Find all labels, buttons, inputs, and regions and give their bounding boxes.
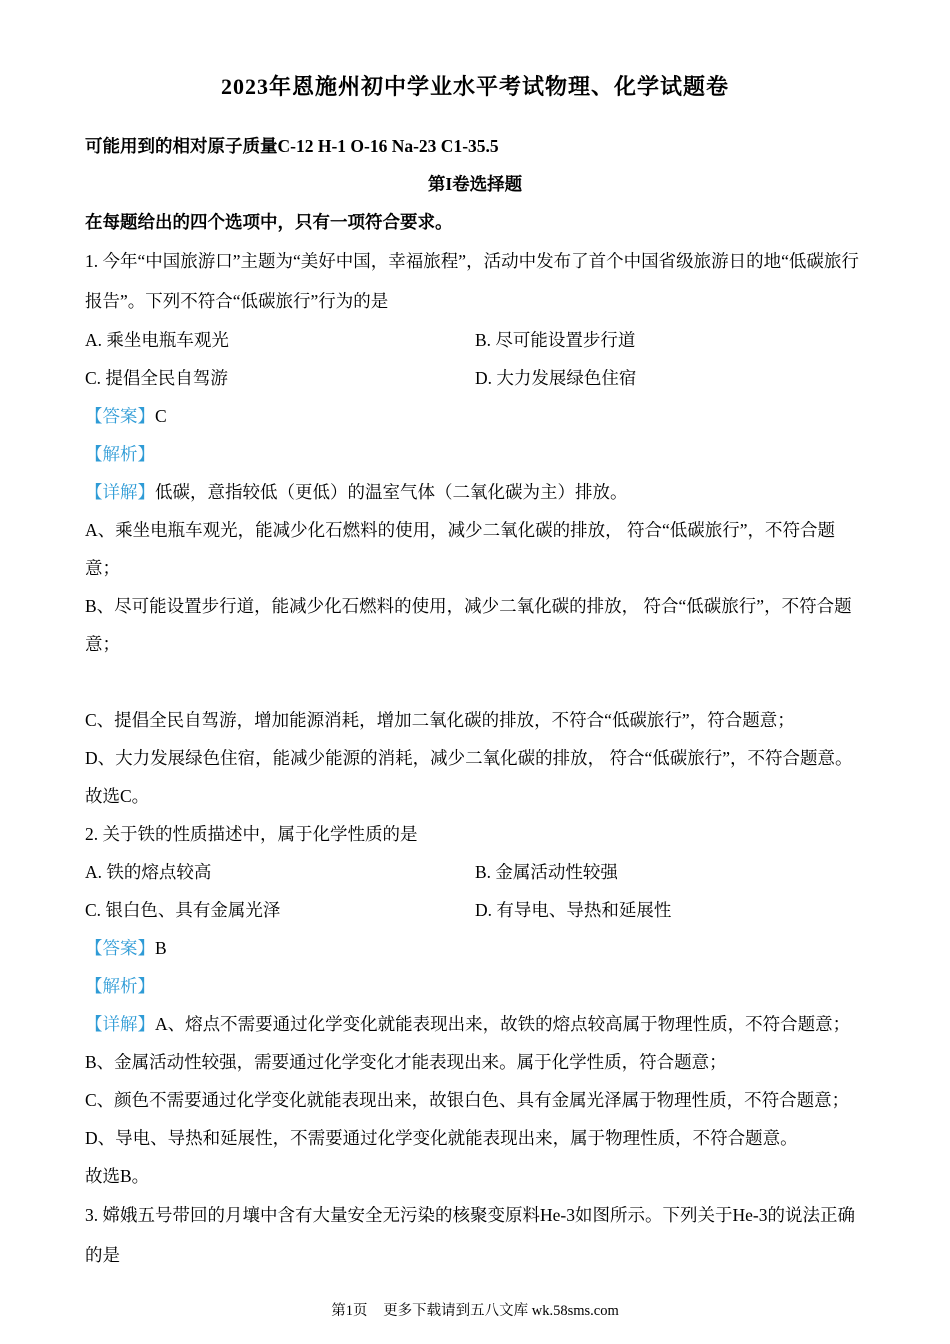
q1-detail-a: A、乘坐电瓶车观光，能减少化石燃料的使用，减少二氧化碳的排放， 符合“低碳旅行”，不符合题意； — [85, 520, 836, 578]
footer-download-note: 更多下载请到五八文库 wk.58sms.com — [383, 1303, 619, 1319]
q2-detail-c: C、颜色不需要通过化学变化就能表现出来，故银白色、具有金属光泽属于物理性质，不符合题意； — [85, 1090, 850, 1110]
footer-page-number: 第1页 — [331, 1303, 368, 1319]
q2-detail-a: A、熔点不需要通过化学变化就能表现出来，故铁的熔点较高属于物理性质，不符合题意； — [155, 1014, 851, 1034]
q2-detail-b: B、金属活动性较强，需要通过化学变化才能表现出来。属于化学性质，符合题意； — [85, 1052, 727, 1072]
q1-option-b: B. 尽可能设置步行道 — [475, 330, 636, 350]
q1-option-c: C. 提倡全民自驾游 — [85, 368, 228, 388]
section-heading: 第I卷选择题 — [427, 174, 523, 194]
q1-answer-line — [85, 397, 865, 435]
analysis-label: 【解析】 — [85, 976, 155, 996]
q3-stem: 3. 嫦娥五号带回的月壤中含有大量安全无污染的核聚变原料He-3如图所示。下列关于He-3的说法正确的是 — [85, 1205, 855, 1265]
q1-detail-b: B、尽可能设置步行道，能减少化石燃料的使用，减少二氧化碳的排放， 符合“低碳旅行”，不符合题意； — [85, 596, 852, 654]
q2-options-row-2 — [85, 891, 865, 929]
q2-answer-value: B — [155, 938, 167, 958]
q2-options-row-1 — [85, 853, 865, 891]
detail-label: 【详解】 — [85, 1014, 155, 1034]
q1-analysis-line — [85, 435, 865, 473]
answer-label: 【答案】 — [85, 938, 155, 958]
instruction-line: 在每题给出的四个选项中，只有一项符合要求。 — [85, 212, 453, 232]
q2-answer-line — [85, 929, 865, 967]
atomic-mass-line: 可能用到的相对原子质量C-12 H-1 O-16 Na-23 C1-35.5 — [85, 136, 499, 156]
q1-option-a: A. 乘坐电瓶车观光 — [85, 330, 229, 350]
q2-conclusion: 故选B。 — [85, 1166, 150, 1186]
q2-analysis-line — [85, 967, 865, 1005]
q2-option-d: D. 有导电、导热和延展性 — [475, 900, 672, 920]
q2-option-b: B. 金属活动性较强 — [475, 862, 618, 882]
q1-option-d: D. 大力发展绿色住宿 — [475, 368, 637, 388]
q1-stem: 1. 今年“中国旅游口”主题为“美好中国，幸福旅程”，活动中发布了首个中国省级旅游日的地“低碳旅行报告”。下列不符合“低碳旅行”行为的是 — [85, 251, 859, 311]
answer-label: 【答案】 — [85, 406, 155, 426]
q2-detail-d: D、导电、导热和延展性，不需要通过化学变化就能表现出来，属于物理性质，不符合题意。 — [85, 1128, 798, 1148]
q1-detail-c: C、提倡全民自驾游，增加能源消耗，增加二氧化碳的排放，不符合“低碳旅行”，符合题意； — [85, 710, 795, 730]
q2-option-c: C. 银白色、具有金属光泽 — [85, 900, 281, 920]
q1-detail-intro-line — [85, 473, 865, 511]
analysis-label: 【解析】 — [85, 444, 155, 464]
page-footer — [85, 1299, 865, 1320]
q1-options-row-1 — [85, 321, 865, 359]
q2-stem: 2. 关于铁的性质描述中，属于化学性质的是 — [85, 824, 418, 844]
q1-detail-d: D、大力发展绿色住宿，能减少能源的消耗，减少二氧化碳的排放， 符合“低碳旅行”，不符合题意。 — [85, 748, 853, 768]
q1-options-row-2 — [85, 359, 865, 397]
document-title: 2023年恩施州初中学业水平考试物理、化学试题卷 — [220, 74, 729, 99]
q1-answer-value: C — [155, 406, 167, 426]
q2-option-a: A. 铁的熔点较高 — [85, 862, 212, 882]
q2-detail-a-line — [85, 1005, 865, 1043]
q1-conclusion: 故选C。 — [85, 786, 150, 806]
detail-label: 【详解】 — [85, 482, 155, 502]
q1-detail-intro: 低碳，意指较低（更低）的温室气体（二氧化碳为主）排放。 — [155, 482, 628, 502]
